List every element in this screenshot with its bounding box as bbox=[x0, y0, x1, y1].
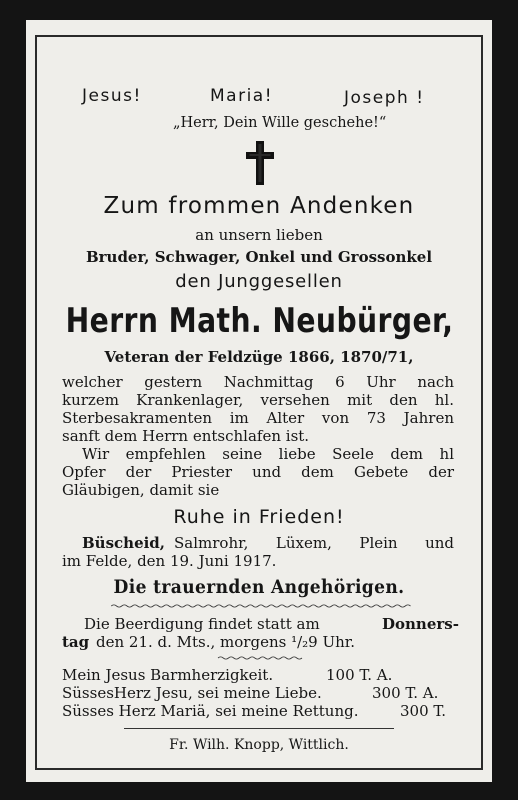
deceased-name: Herrn Math. Neubürger, bbox=[65, 301, 454, 341]
body-line: welcher gestern Nachmittag 6 Uhr nach bbox=[62, 373, 454, 391]
body-line: sanft dem Herrn entschlafen ist. bbox=[62, 427, 310, 445]
date-line: im Felde, den 19. Juni 1917. bbox=[62, 552, 277, 570]
card-title: Zum frommen Andenken bbox=[103, 193, 415, 219]
invocation-maria: Maria! bbox=[210, 86, 274, 106]
memorial-card bbox=[26, 20, 492, 782]
invocation-jesus: Jesus! bbox=[82, 86, 142, 106]
indulgence-days: 100 T. A. bbox=[326, 666, 393, 684]
indulgence-text: Süsses Herz Mariä, sei meine Rettung. bbox=[62, 702, 359, 720]
funeral-line-1-bold: Donners- bbox=[382, 615, 459, 633]
intro-line: an unsern lieben bbox=[195, 226, 323, 244]
place-rest: Salmrohr, Lüxem, Plein und bbox=[174, 534, 454, 552]
relations-line: Bruder, Schwager, Onkel und Grossonkel bbox=[85, 248, 433, 266]
rest-in-peace: Ruhe in Frieden! bbox=[173, 506, 345, 528]
commendation-line: Wir empfehlen seine liebe Seele dem hl bbox=[82, 445, 454, 463]
indulgence-days: 300 T. bbox=[400, 702, 446, 720]
invocation-joseph: Joseph ! bbox=[344, 88, 425, 108]
prayer-line: „Herr, Dein Wille geschehe!“ bbox=[173, 115, 387, 131]
body-line: Sterbesakramenten im Alter von 73 Jahren bbox=[62, 409, 454, 427]
commendation-line: Gläubigen, damit sie bbox=[62, 481, 220, 499]
divider-line bbox=[124, 728, 394, 729]
cross-icon bbox=[245, 140, 275, 186]
commendation-line: Opfer der Priester und dem Gebete der bbox=[62, 463, 454, 481]
wavy-divider bbox=[62, 603, 456, 609]
bachelor-line: den Junggesellen bbox=[175, 271, 343, 292]
funeral-line-2: den 21. d. Mts., morgens ¹/₂9 Uhr. bbox=[96, 633, 356, 651]
indulgence-text: SüssesHerz Jesu, sei meine Liebe. bbox=[62, 684, 322, 702]
veteran-line: Veteran der Feldzüge 1866, 1870/71, bbox=[104, 348, 414, 366]
mourners-line: Die trauernden Angehörigen. bbox=[113, 576, 405, 598]
funeral-line-2-bold: tag bbox=[62, 633, 90, 651]
indulgence-days: 300 T. A. bbox=[372, 684, 439, 702]
printer-credit: Fr. Wilh. Knopp, Wittlich. bbox=[169, 737, 349, 753]
place-first: Büscheid, bbox=[82, 534, 166, 552]
funeral-line-1: Die Beerdigung findet statt am bbox=[84, 615, 320, 633]
indulgence-text: Mein Jesus Barmherzigkeit. bbox=[62, 666, 274, 684]
wavy-divider-short bbox=[204, 655, 316, 661]
body-line: kurzem Krankenlager, versehen mit den hl. bbox=[62, 391, 454, 409]
